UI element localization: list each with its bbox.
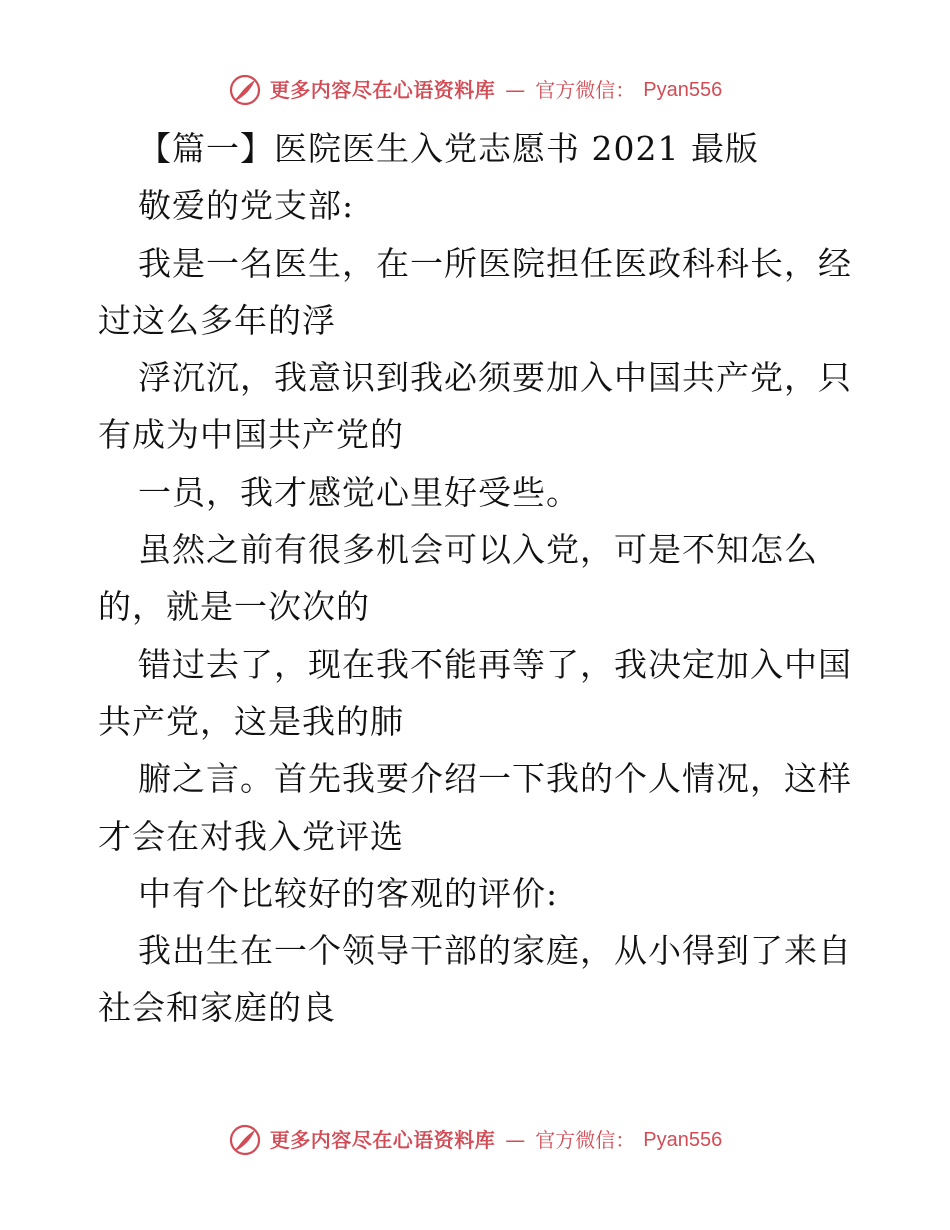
- watermark-wechat-label: 官方微信：: [535, 78, 636, 102]
- paragraph-line: 腑之言。首先我要介绍一下我的个人情况，这样: [138, 759, 852, 799]
- paragraph-line: 错过去了，现在我不能再等了，我决定加入中国: [138, 644, 852, 684]
- paragraph-line: 过这么多年的浮: [98, 300, 336, 340]
- watermark-wechat-id: Pyan556: [643, 79, 723, 101]
- paragraph-line: 的，就是一次次的: [98, 587, 370, 627]
- watermark-wechat-id: Pyan556: [643, 1129, 723, 1151]
- paragraph-line: 虽然之前有很多机会可以入党，可是不知怎么: [138, 530, 818, 570]
- paragraph-line: 浮沉沉，我意识到我必须要加入中国共产党，只: [138, 358, 852, 398]
- watermark-dash: —: [505, 78, 526, 102]
- paragraph-line: 中有个比较好的客观的评价:: [138, 873, 559, 913]
- watermark-wechat-label: 官方微信：: [535, 1128, 636, 1152]
- paragraph-line: 我出生在一个领导干部的家庭，从小得到了来自: [138, 931, 852, 971]
- header-watermark: [0, 70, 950, 110]
- watermark-main-text: 更多内容尽在心语资料库: [269, 78, 496, 102]
- watermark-main-text: 更多内容尽在心语资料库: [269, 1128, 496, 1152]
- paragraph-line: 我是一名医生，在一所医院担任医政科科长，经: [138, 243, 852, 283]
- footer-watermark: [0, 1120, 950, 1160]
- paragraph-line: 才会在对我入党评选: [98, 816, 404, 856]
- paragraph-line: 一员，我才感觉心里好受些。: [138, 472, 580, 512]
- document-body: [98, 120, 858, 1037]
- watermark-dash: —: [505, 1128, 526, 1152]
- paragraph-line: 社会和家庭的良: [98, 988, 336, 1028]
- document-title: 【篇一】医院医生入党志愿书 2021 最版: [138, 129, 759, 168]
- salutation: 敬爱的党支部:: [138, 186, 355, 226]
- paragraph-line: 共产党，这是我的肺: [98, 701, 404, 741]
- feather-pen-logo-icon: [228, 73, 262, 107]
- feather-pen-logo-icon: [228, 1123, 262, 1157]
- paragraph-line: 有成为中国共产党的: [98, 415, 404, 455]
